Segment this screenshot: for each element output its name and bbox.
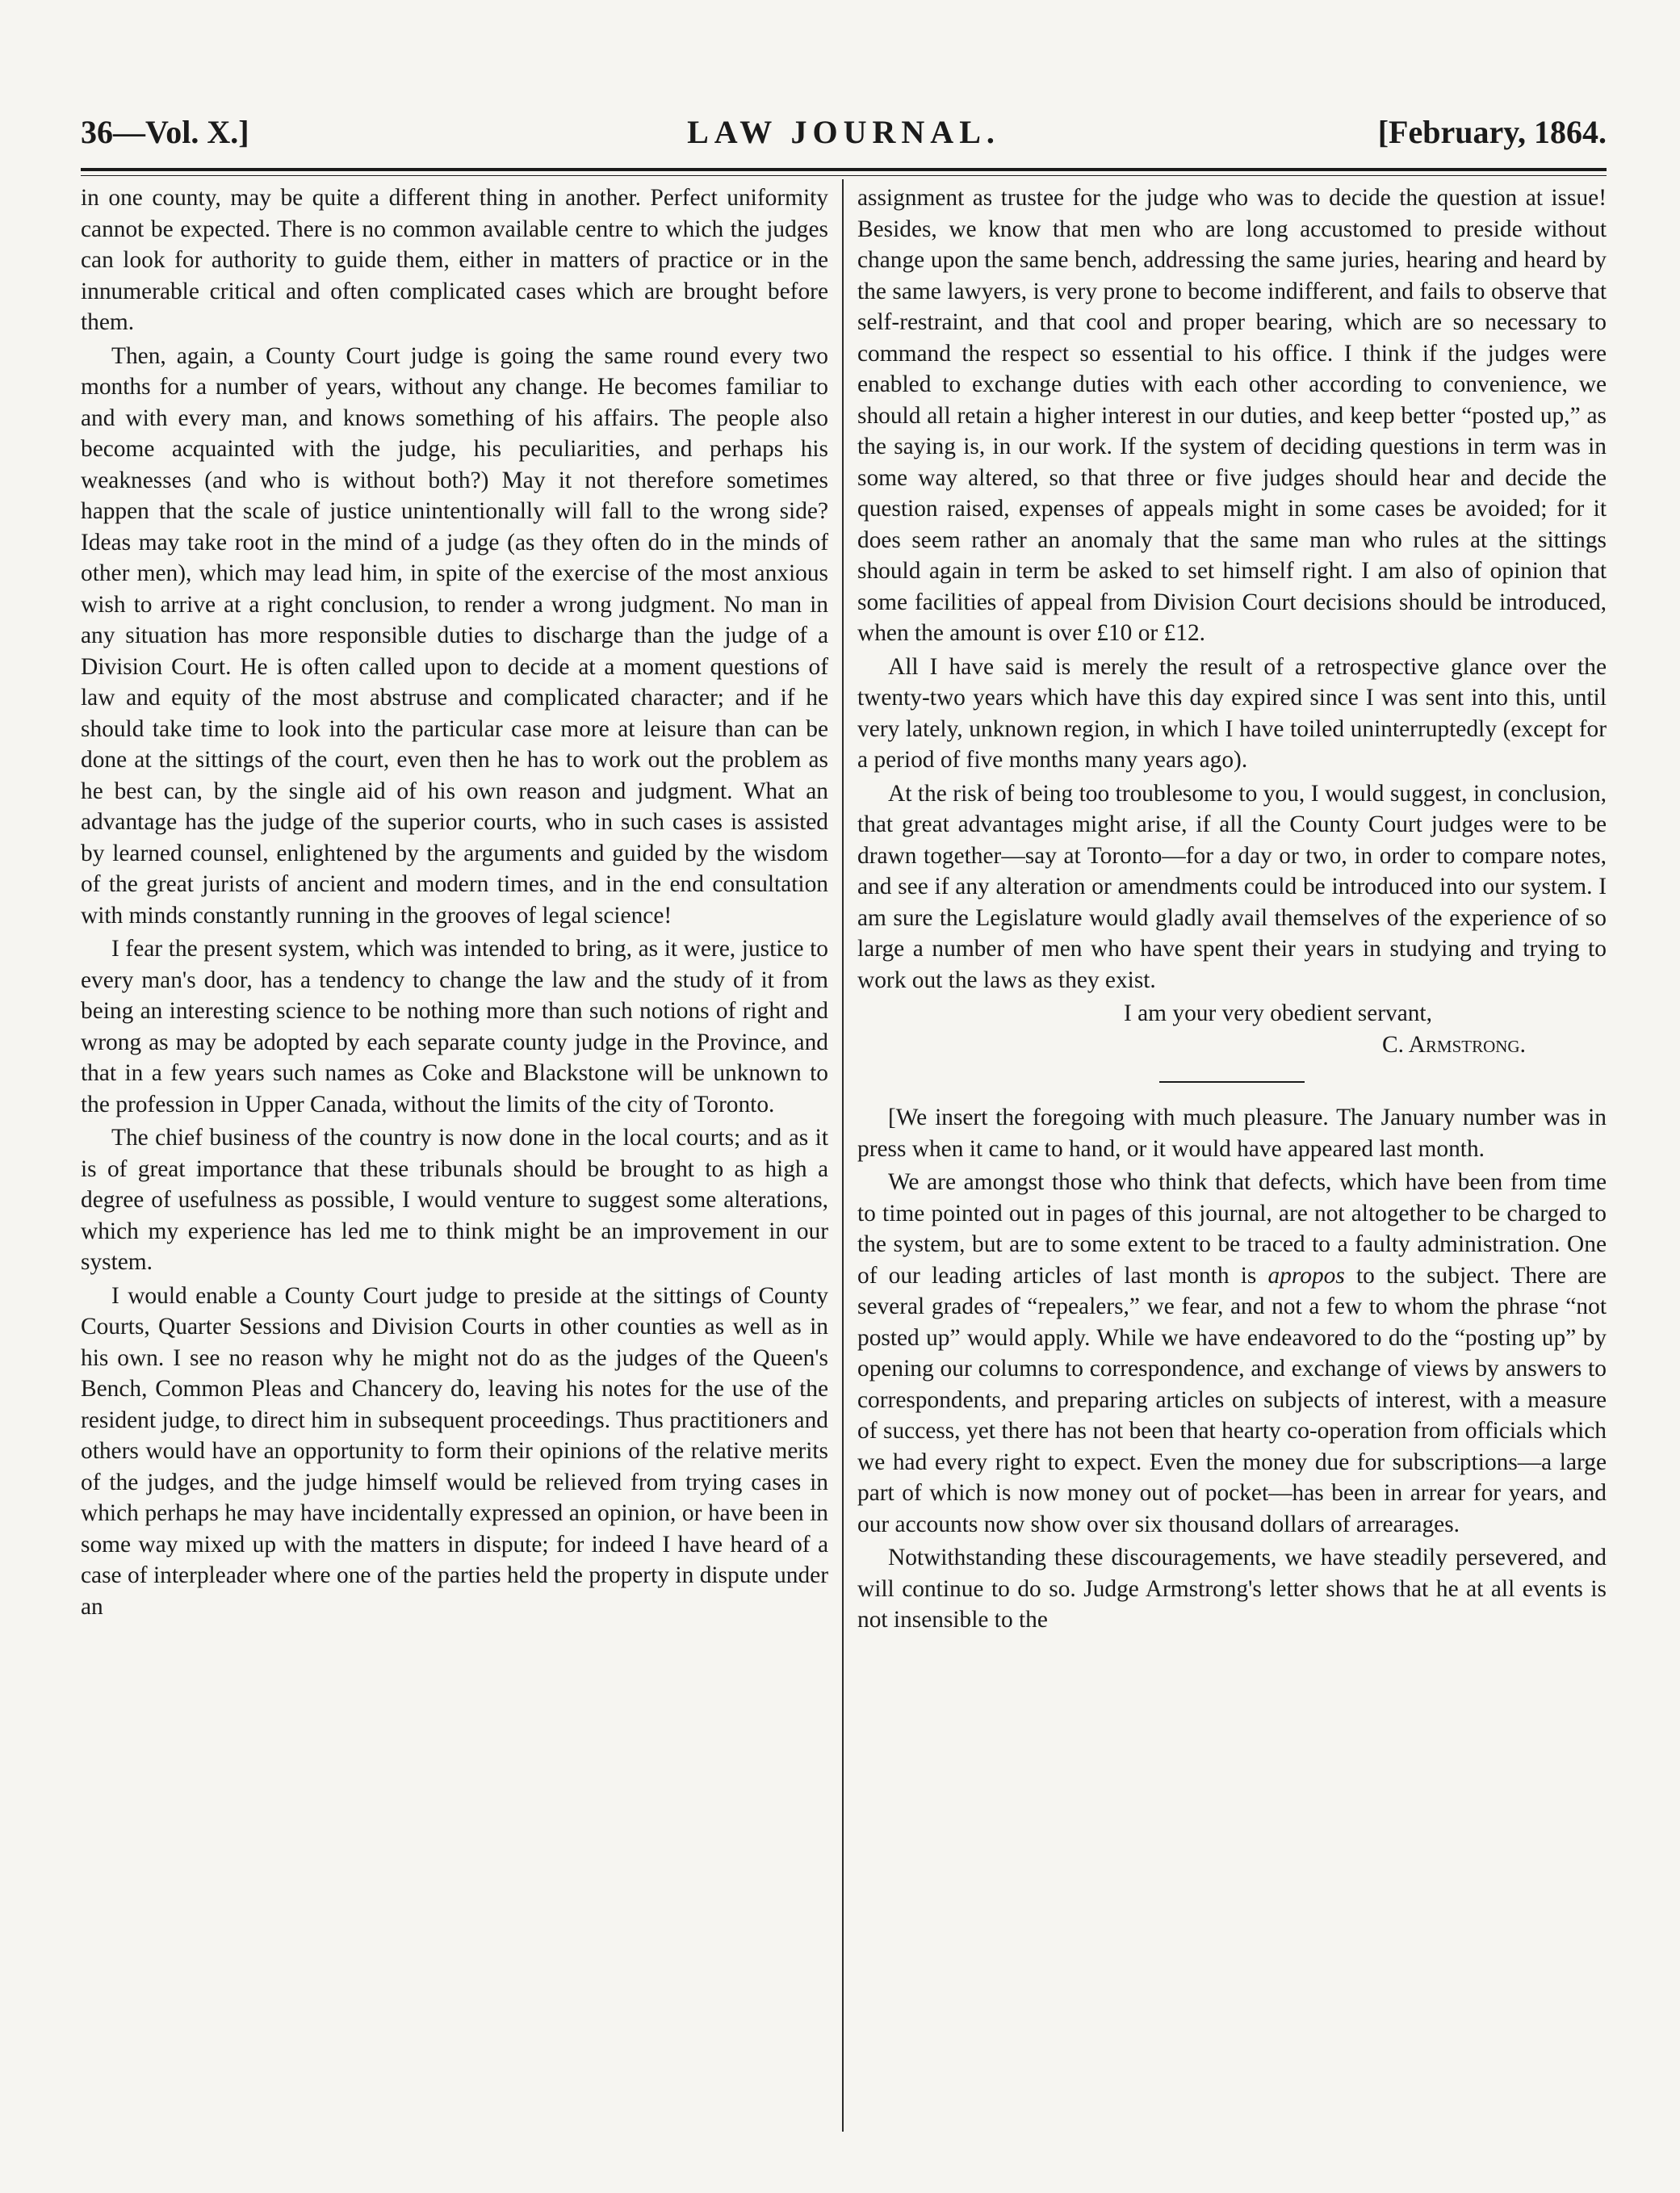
paragraph: All I have said is merely the result of a retrospective glance over the twenty-two years which have this day expired since I was sent into this, until very lately, unknown region, in which I have toiled uninterruptedly (except for a period of five months many years ago).: [857, 653, 1607, 773]
editorial-note: [We insert the foregoing with much pleasure. The January number was in press when it came to hand, or it would have appeared last month.: [857, 1105, 1607, 1162]
issue-date: [February, 1864.: [1377, 114, 1607, 150]
italic-word: apropos: [1267, 1262, 1345, 1289]
paragraph: I would enable a County Court judge to preside at the sittings of County Courts, Quarter Sessions and Division Courts in other counties as well as in his own. I see no reason why he might not do as the judges of the Queen's Bench, Common Pleas and Chancery do, leaving his notes for the use of the resident judge, to direct him in subsequent proceedings. Thus practitioners and others would have an opportunity to form their opinions of the relative merits of the judges, and the judge himself would be relieved from trying cases in which perhaps he may have incidentally expressed an opinion, or have been in some way mixed up with the matters in dispute; for indeed I have heard of a case of interpleader where one of the parties held the property in dispute under an: [81, 1282, 828, 1620]
page-volume-label: 36—Vol. X.]: [81, 114, 249, 150]
paragraph: Then, again, a County Court judge is going the same round every two months for a number of years, without any change. He becomes familiar to and with every man, and knows something of his affairs. The people also become acquainted with the judge, his peculiarities, and perhaps his weaknesses (and who is without both?) May it not therefore sometimes happen that the scale of justice unintentionally will fall to the wrong side? Ideas may take root in the mind of a judge (as they often do in the minds of other men), which may lead him, in spite of the exercise of the most anxious wish to arrive at a right conclusion, to render a wrong judgment. No man in any situation has more responsible duties to discharge than the judge of a Division Court. He is often called upon to decide at a moment questions of law and equity of the most abstruse and complicated character; and if he should take time to look into the particular case more at leisure than can be done at the sittings of the court, even then he has to work out the problem as he best can, by the single aid of his own reason and judgment. What an advantage has the judge of the superior courts, who in such cases is assisted by learned counsel, enlightened by the arguments and guided by the wisdom of the great jurists of ancient and modern times, and in the end consultation with minds constantly running in the grooves of legal science!: [81, 342, 828, 929]
section-separator: [1159, 1081, 1305, 1083]
letter-closing: I am your very obedient servant,: [1124, 1000, 1432, 1026]
letter-signature: C. Armstrong.: [1382, 1031, 1526, 1058]
paragraph: The chief business of the country is now done in the local courts; and as it is of great importance that these tribunals should be brought to as high a degree of usefulness as possible, I would venture to suggest some alterations, which my experience has led me to think might be an improvement in our system.: [81, 1125, 828, 1275]
left-column: [81, 182, 828, 1622]
paragraph: Notwithstanding these discouragements, we have steadily persevered, and will continue to do so. Judge Armstrong's letter shows that he at all events is not insensible to the: [857, 1545, 1607, 1633]
paragraph: I fear the present system, which was intended to bring, as it were, justice to every man's door, has a tendency to change the law and the study of it from being an interesting science to be nothing more than such notions of right and wrong as may be adopted by each separate county judge in the Province, and that in a few years such names as Coke and Blackstone will be unknown to the profession in Upper Canada, without the limits of the city of Toronto.: [81, 936, 828, 1117]
header-rule-thin: [81, 175, 1607, 176]
paragraph: assignment as trustee for the judge who was to decide the question at issue! Besides, we know that men who are long accustomed to preside without change upon the same bench, addressing the same juries, hearing and heard by the same lawyers, is very prone to become indifferent, and fails to observe that self-restraint, and that cool and proper bearing, which are so necessary to command the respect so essential to his office. I think if the judges were enabled to exchange duties with each other according to convenience, we should all retain a higher interest in our duties, and keep better “posted up,” as the saying is, in our work. If the system of deciding questions in term was in some way altered, so that three or five judges should hear and decide the question raised, expenses of appeals might in some cases be avoided; for it does seem rather an anomaly that the same man who rules at the sittings should again in term be asked to set himself right. I am also of opinion that some facilities of appeal from Division Court decisions should be introduced, when the amount is over £10 or £12.: [857, 185, 1607, 646]
paragraph: in one county, may be quite a different thing in another. Perfect uniformity cannot be expected. There is no common available centre to which the judges can look for authority to guide them, either in matters of practice or in the innumerable critical and often complicated cases which are brought before them.: [81, 185, 828, 335]
right-column: [857, 182, 1607, 1636]
header-rule-thick: [81, 168, 1607, 171]
paragraph-text: to the subject. There are several grades of “repealers,” we fear, and not a few to whom the phrase “not posted up” would apply. While we have endeavored to do the “posting up” by opening our columns to correspondence, and exchange of views by answers to correspondents, and preparing articles on subjects of interest, with a measure of success, yet there has not been that hearty co-operation from officials which we had every right to expect. Even the money due for subscriptions—a large part of which is now money out of pocket—has been in arrear for years, and our accounts now show over six thousand dollars of arrearages.: [857, 1262, 1607, 1537]
column-divider: [842, 179, 844, 2132]
paragraph-text: We are amongst those who think that defects, which have been from time to time pointed out in pages of this journal, are not altogether to be charged to the system, but are to some extent to be traced to a faulty administration. One of our leading articles of last month is: [857, 1169, 1607, 1289]
paragraph: [857, 1167, 1607, 1540]
page-header: [81, 113, 1607, 161]
paragraph: At the risk of being too troublesome to you, I would suggest, in conclusion, that great advantages might arise, if all the County Court judges were to be drawn together—say at Toronto—for a day or two, in order to compare notes, and see if any alteration or amendments could be introduced into our system. I am sure the Legislature would gladly avail themselves of the experience of so large a number of men who have spent their years in studying and trying to work out the laws as they exist.: [857, 780, 1607, 993]
journal-title: LAW JOURNAL.: [687, 114, 1000, 150]
